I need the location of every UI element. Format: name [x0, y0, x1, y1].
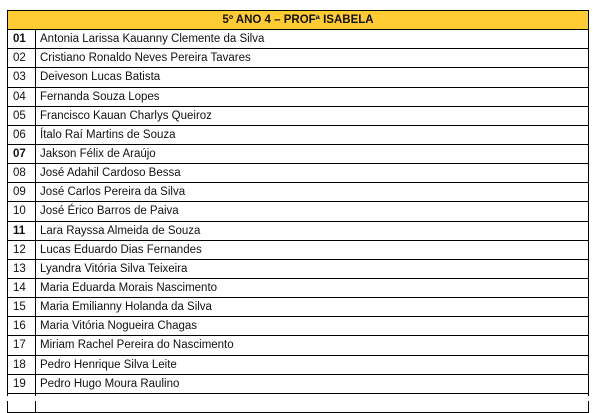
student-number: 18 — [8, 355, 36, 374]
student-name: José Érico Barros de Paiva — [36, 202, 589, 221]
student-name: Pedro Hugo Moura Raulino — [36, 374, 589, 393]
student-number: 05 — [8, 106, 36, 125]
student-number: 10 — [8, 202, 36, 221]
student-name: Maria Emilianny Holanda da Silva — [36, 298, 589, 317]
student-row — [8, 355, 589, 374]
student-row — [8, 30, 589, 49]
student-list-table — [7, 10, 589, 413]
student-row — [8, 106, 589, 125]
student-row — [8, 144, 589, 163]
student-number: 13 — [8, 259, 36, 278]
student-number: 14 — [8, 278, 36, 297]
student-row — [8, 125, 589, 144]
student-number: 15 — [8, 298, 36, 317]
student-row — [8, 202, 589, 221]
student-name: Lara Rayssa Almeida de Souza — [36, 221, 589, 240]
student-row — [8, 374, 589, 393]
student-row — [8, 49, 589, 68]
student-name: Ítalo Raí Martins de Souza — [36, 125, 589, 144]
student-row — [8, 87, 589, 106]
student-number: 01 — [8, 30, 36, 49]
student-rows — [8, 30, 589, 413]
student-name: José Carlos Pereira da Silva — [36, 183, 589, 202]
student-number: 06 — [8, 125, 36, 144]
student-row — [8, 336, 589, 355]
student-row — [8, 240, 589, 259]
student-number: 04 — [8, 87, 36, 106]
student-name: Antonia Larissa Kauanny Clemente da Silva — [36, 30, 589, 49]
student-number: 16 — [8, 317, 36, 336]
student-number: 09 — [8, 183, 36, 202]
student-number: 07 — [8, 144, 36, 163]
student-name: Lucas Eduardo Dias Fernandes — [36, 240, 589, 259]
student-name: José Adahil Cardoso Bessa — [36, 164, 589, 183]
page-bottom-edge — [0, 396, 600, 401]
student-number: 03 — [8, 68, 36, 87]
class-header: 5º ANO 4 – PROFª ISABELA — [8, 11, 589, 30]
student-row — [8, 298, 589, 317]
student-name: Fernanda Souza Lopes — [36, 87, 589, 106]
student-name: Pedro Henrique Silva Leite — [36, 355, 589, 374]
student-number: 11 — [8, 221, 36, 240]
student-row — [8, 317, 589, 336]
student-name: Miriam Rachel Pereira do Nascimento — [36, 336, 589, 355]
student-name: Cristiano Ronaldo Neves Pereira Tavares — [36, 49, 589, 68]
header-row — [8, 11, 589, 30]
student-row — [8, 278, 589, 297]
student-row — [8, 68, 589, 87]
student-row — [8, 183, 589, 202]
student-name: Maria Vitória Nogueira Chagas — [36, 317, 589, 336]
student-number: 02 — [8, 49, 36, 68]
student-row — [8, 221, 589, 240]
student-name: Deiveson Lucas Batista — [36, 68, 589, 87]
student-number: 19 — [8, 374, 36, 393]
student-number: 08 — [8, 164, 36, 183]
student-row — [8, 164, 589, 183]
student-number: 12 — [8, 240, 36, 259]
student-name: Francisco Kauan Charlys Queiroz — [36, 106, 589, 125]
student-name: Lyandra Vitória Silva Teixeira — [36, 259, 589, 278]
student-number: 17 — [8, 336, 36, 355]
student-row — [8, 259, 589, 278]
student-name: Jakson Félix de Araújo — [36, 144, 589, 163]
student-name: Maria Eduarda Morais Nascimento — [36, 278, 589, 297]
